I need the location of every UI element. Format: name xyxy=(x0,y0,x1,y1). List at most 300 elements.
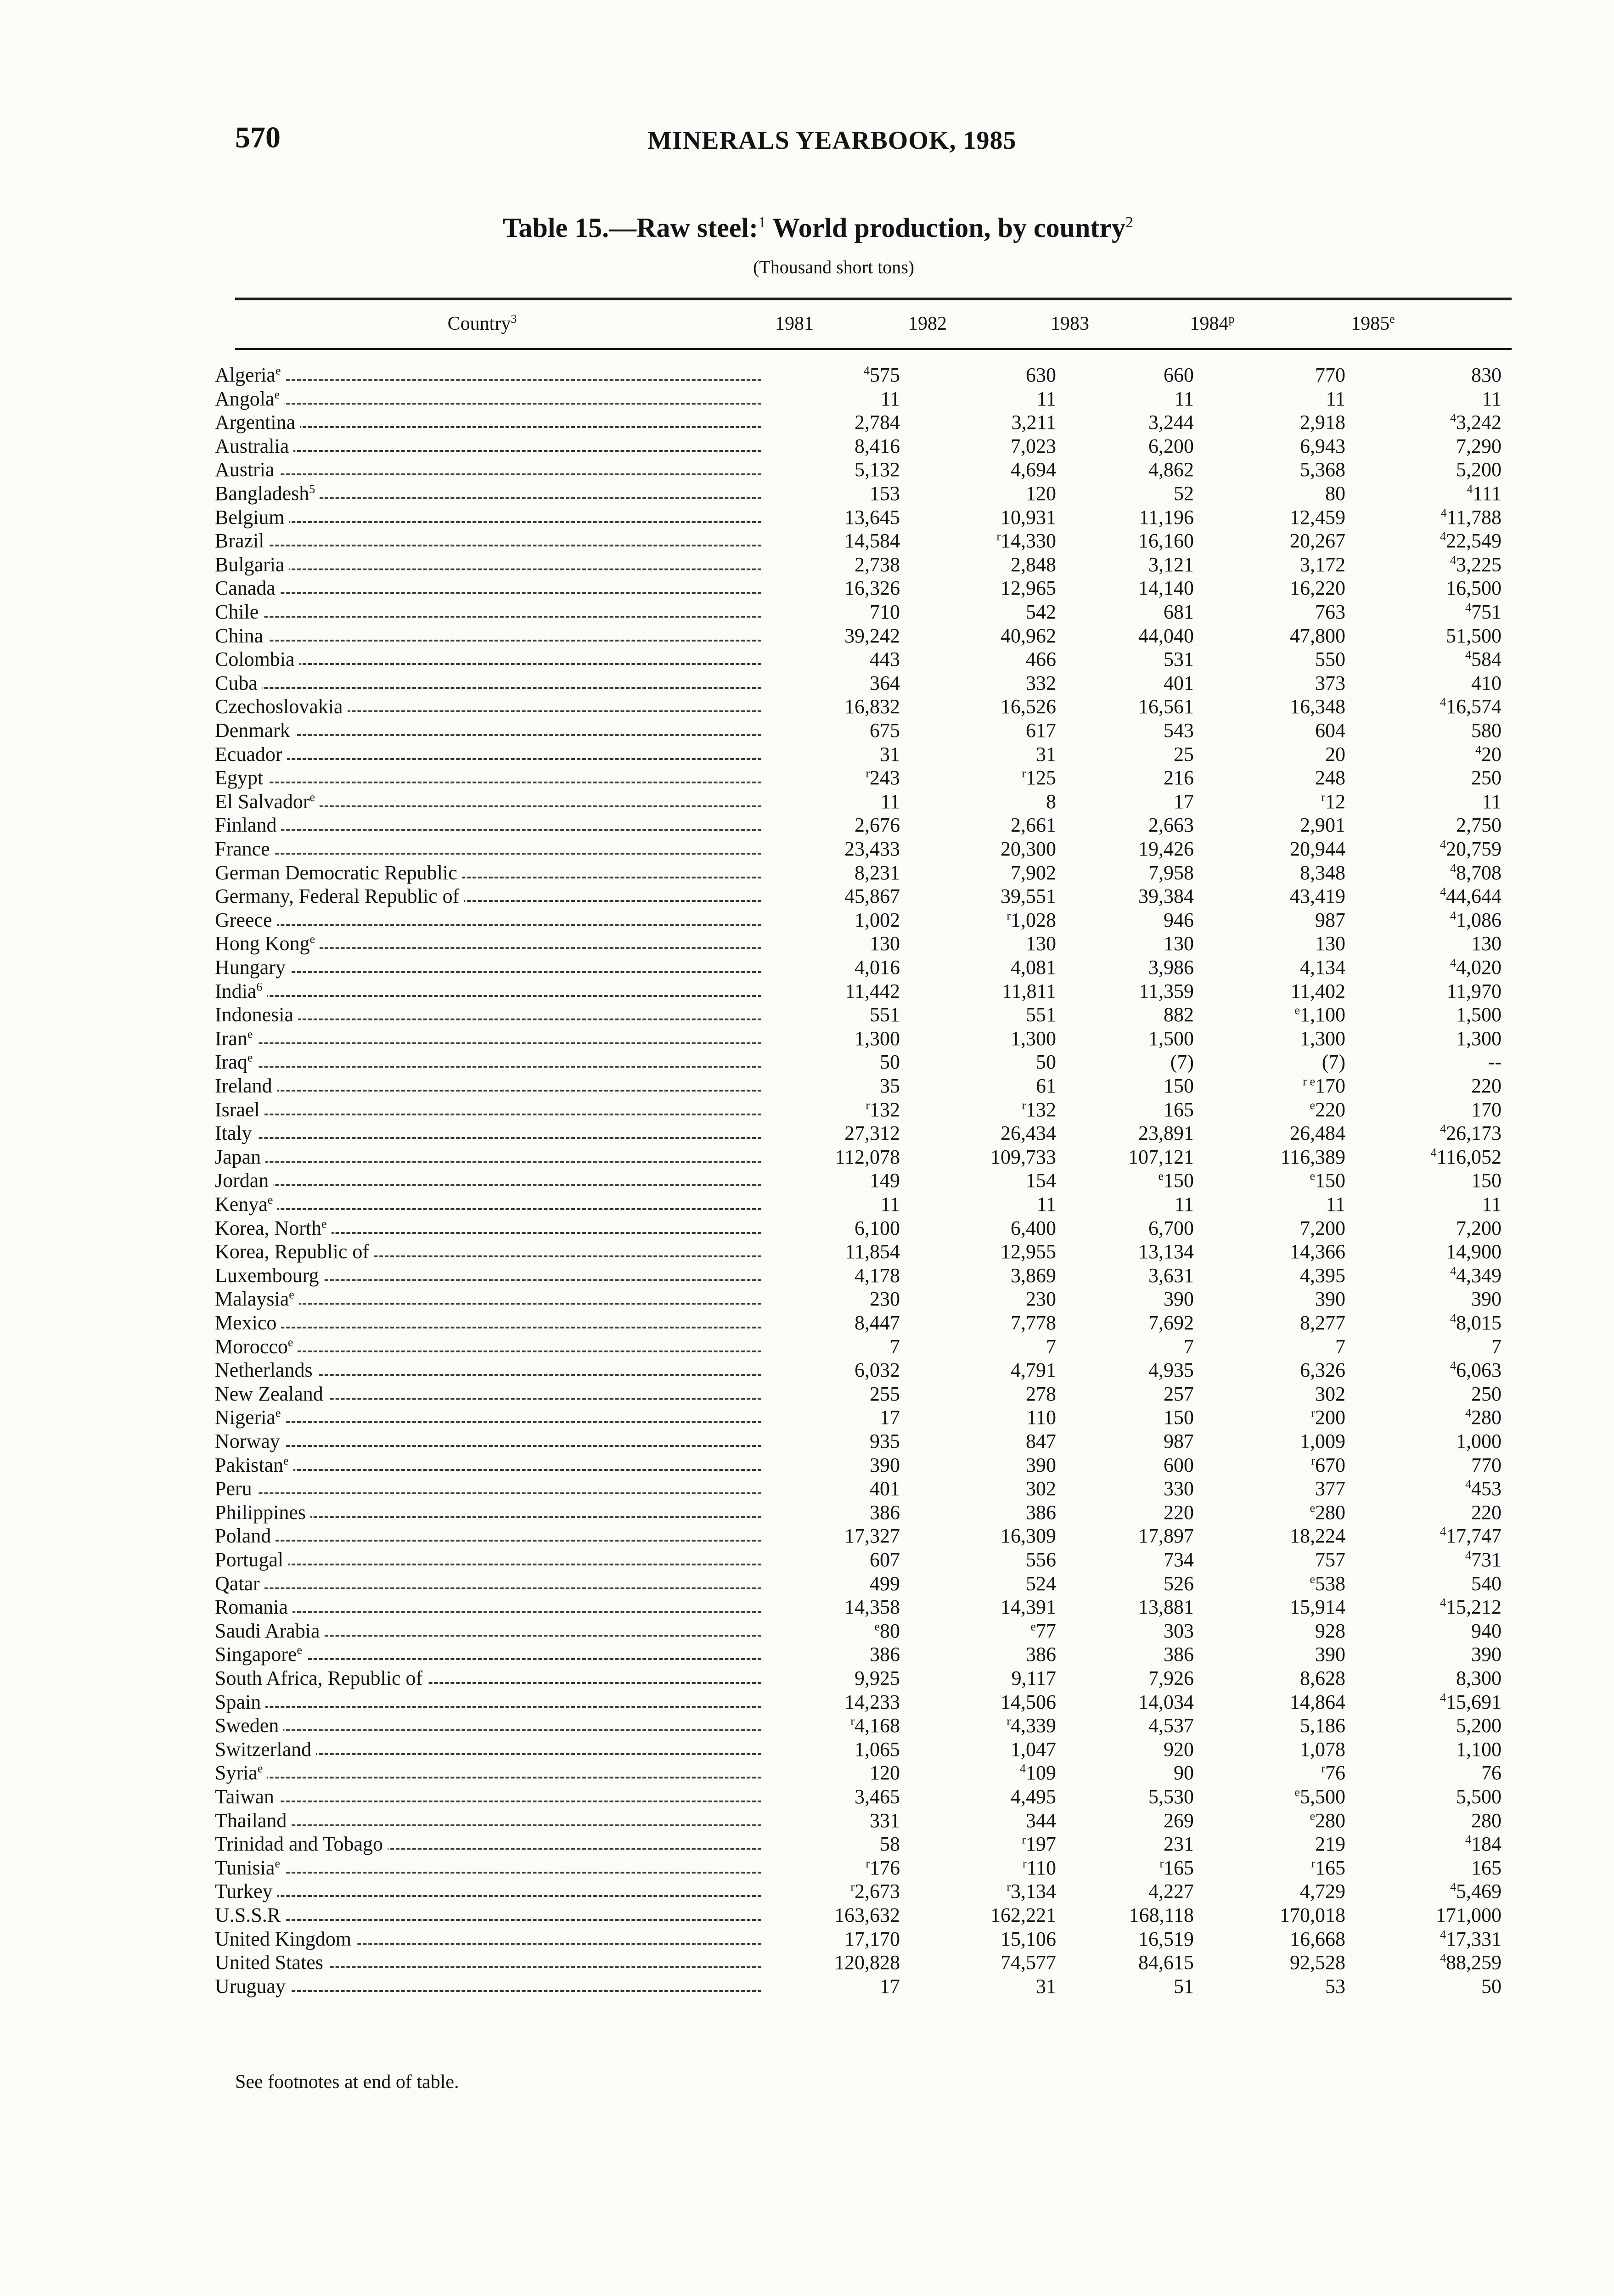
value-number: 600 xyxy=(1164,1454,1194,1476)
value-number: 220 xyxy=(1471,1075,1502,1097)
value-number: 19,426 xyxy=(1138,838,1194,860)
country-name: India xyxy=(215,980,257,1002)
value-cell-1982 xyxy=(937,1879,1056,1903)
value-number: 4,134 xyxy=(1300,956,1345,979)
country-cell xyxy=(215,718,761,743)
value-number: 171,000 xyxy=(1436,1904,1502,1926)
value-cell-1981 xyxy=(781,1856,900,1880)
value-number: 8,277 xyxy=(1300,1311,1345,1334)
value-number: 734 xyxy=(1164,1548,1194,1571)
country-cell xyxy=(215,600,761,624)
value-number: 5,368 xyxy=(1300,458,1345,481)
value-number: 8,015 xyxy=(1456,1311,1502,1334)
value-number: 20,759 xyxy=(1446,838,1502,860)
value-number: 681 xyxy=(1164,601,1194,623)
value-number: 11 xyxy=(880,388,900,410)
value-cell-1983 xyxy=(1074,1026,1194,1051)
value-number: 278 xyxy=(1026,1383,1056,1405)
table-row xyxy=(0,1263,1614,1288)
value-number: 401 xyxy=(1164,672,1194,694)
value-number: 7,692 xyxy=(1148,1311,1194,1334)
value-number: 80 xyxy=(1325,482,1345,505)
value-number: 935 xyxy=(870,1430,900,1452)
table-row xyxy=(0,1287,1614,1311)
value-number: 14,233 xyxy=(844,1691,900,1713)
value-cell-1981 xyxy=(781,1168,900,1193)
country-cell xyxy=(215,1334,761,1359)
value-number: 17 xyxy=(880,1406,900,1429)
value-number: 111 xyxy=(1473,482,1502,505)
value-number: 7,023 xyxy=(1011,435,1056,457)
value-cell-1981 xyxy=(781,861,900,885)
value-number: 269 xyxy=(1164,1809,1194,1832)
value-number: 3,242 xyxy=(1456,411,1502,433)
value-number: 2,848 xyxy=(1011,553,1056,576)
value-cell-1982 xyxy=(937,694,1056,719)
value-number: 74,577 xyxy=(1001,1951,1056,1974)
value-cell-1982 xyxy=(937,1192,1056,1216)
value-cell-1985 xyxy=(1382,434,1502,458)
country-name: Syria xyxy=(215,1761,258,1784)
value-number: 8,416 xyxy=(855,435,900,457)
value-cell-1983 xyxy=(1074,1287,1194,1311)
value-cell-1985 xyxy=(1382,1713,1502,1738)
country-cell xyxy=(215,1239,761,1264)
table-row xyxy=(0,1476,1614,1501)
value-cell-1982 xyxy=(937,1311,1056,1335)
value-footnote: 4 xyxy=(1467,482,1473,496)
value-number: 770 xyxy=(1315,364,1345,386)
table-row xyxy=(0,1619,1614,1643)
country-cell xyxy=(215,576,761,600)
country-name: Bulgaria xyxy=(215,553,285,576)
value-number: 16,832 xyxy=(844,695,900,718)
value-number: 7,958 xyxy=(1148,861,1194,884)
value-cell-1985 xyxy=(1382,1311,1502,1335)
value-cell-1984 xyxy=(1226,789,1345,814)
country-name: Uruguay xyxy=(215,1975,286,1998)
value-cell-1982 xyxy=(937,1524,1056,1548)
value-cell-1981 xyxy=(781,1263,900,1288)
value-number: 170,018 xyxy=(1280,1904,1345,1926)
country-name-wrap xyxy=(215,885,464,907)
country-name: El Salvador xyxy=(215,790,310,813)
value-number: 125 xyxy=(1026,766,1056,789)
value-cell-1983 xyxy=(1074,955,1194,979)
value-number: 11 xyxy=(1036,1193,1056,1216)
value-cell-1985 xyxy=(1382,765,1502,790)
value-number: 1,000 xyxy=(1456,1430,1502,1452)
value-number: 16,220 xyxy=(1290,577,1345,599)
value-number: 132 xyxy=(1026,1098,1056,1121)
value-number: 524 xyxy=(1026,1572,1056,1595)
dot-leader xyxy=(215,1184,761,1186)
country-name: German Democratic Republic xyxy=(215,861,457,884)
value-number: 11,788 xyxy=(1446,506,1502,529)
value-number: 176 xyxy=(870,1857,900,1879)
value-cell-1984 xyxy=(1226,1524,1345,1548)
country-cell xyxy=(215,624,761,648)
value-cell-1982 xyxy=(937,1808,1056,1833)
value-number: 14,366 xyxy=(1290,1240,1345,1263)
country-cell xyxy=(215,1168,761,1193)
value-number: 39,384 xyxy=(1138,885,1194,907)
dot-leader xyxy=(215,545,761,546)
value-cell-1981 xyxy=(781,1500,900,1525)
value-cell-1982 xyxy=(937,1642,1056,1666)
country-cell xyxy=(215,1405,761,1429)
value-footnote: r xyxy=(850,1714,855,1728)
country-name: Finland xyxy=(215,814,277,836)
value-number: 344 xyxy=(1026,1809,1056,1832)
value-cell-1985 xyxy=(1382,1974,1502,1998)
value-number: 16,561 xyxy=(1138,695,1194,718)
dot-leader xyxy=(215,1114,761,1115)
value-cell-1981 xyxy=(781,1216,900,1240)
value-cell-1984 xyxy=(1226,1002,1345,1027)
value-number: 14,584 xyxy=(844,529,900,552)
country-name-wrap xyxy=(215,1975,290,1998)
value-cell-1983 xyxy=(1074,908,1194,932)
value-cell-1982 xyxy=(937,1832,1056,1856)
country-cell xyxy=(215,1263,761,1288)
country-name-wrap xyxy=(215,1904,285,1926)
country-name-wrap xyxy=(215,553,289,576)
value-number: 373 xyxy=(1315,672,1345,694)
value-cell-1985 xyxy=(1382,1405,1502,1429)
value-number: 11,811 xyxy=(1002,980,1056,1002)
value-cell-1981 xyxy=(781,1690,900,1714)
country-cell xyxy=(215,1784,761,1809)
table-row xyxy=(0,908,1614,932)
value-cell-1981 xyxy=(781,1950,900,1975)
country-footnote: e xyxy=(275,1406,281,1420)
value-cell-1983 xyxy=(1074,576,1194,600)
value-cell-1985 xyxy=(1382,576,1502,600)
value-cell-1984 xyxy=(1226,1500,1345,1525)
value-cell-1982 xyxy=(937,1002,1056,1027)
country-name: U.S.S.R xyxy=(215,1904,281,1926)
value-cell-1985 xyxy=(1382,1832,1502,1856)
value-number: 280 xyxy=(1315,1501,1345,1524)
country-name: Czechoslovakia xyxy=(215,695,343,718)
value-cell-1981 xyxy=(781,1382,900,1406)
country-cell xyxy=(215,1192,761,1216)
value-cell-1982 xyxy=(937,884,1056,908)
value-footnote: r xyxy=(1022,1857,1027,1870)
country-footnote: e xyxy=(289,1288,294,1301)
value-number: 4,349 xyxy=(1456,1264,1502,1287)
value-footnote: 4 xyxy=(1465,601,1471,614)
value-number: 302 xyxy=(1026,1477,1056,1500)
value-number: 466 xyxy=(1026,648,1056,670)
country-cell xyxy=(215,647,761,671)
value-cell-1981 xyxy=(781,718,900,743)
value-cell-1981 xyxy=(781,1097,900,1122)
dot-leader xyxy=(215,1066,761,1068)
value-footnote: 4 xyxy=(1450,1264,1456,1278)
value-number: 165 xyxy=(1471,1857,1502,1879)
country-name-wrap xyxy=(215,861,462,884)
value-cell-1984 xyxy=(1226,765,1345,790)
table-row xyxy=(0,1311,1614,1335)
value-number: 1,009 xyxy=(1300,1430,1345,1452)
value-number: 731 xyxy=(1471,1548,1502,1571)
value-cell-1984 xyxy=(1226,1808,1345,1833)
value-number: 7 xyxy=(1184,1335,1194,1358)
value-number: 303 xyxy=(1164,1620,1194,1642)
country-name: Iran xyxy=(215,1027,247,1050)
country-name-wrap xyxy=(215,766,268,789)
value-cell-1982 xyxy=(937,1784,1056,1809)
value-cell-1982 xyxy=(937,1216,1056,1240)
dot-leader xyxy=(215,1801,761,1802)
value-footnote: r xyxy=(1007,1880,1011,1894)
value-cell-1983 xyxy=(1074,552,1194,577)
value-cell-1985 xyxy=(1382,1761,1502,1785)
value-cell-1985 xyxy=(1382,1879,1502,1903)
value-number: 543 xyxy=(1164,719,1194,742)
column-header-label: 1981 xyxy=(775,313,814,334)
value-number: 390 xyxy=(870,1454,900,1476)
table-subtitle: (Thousand short tons) xyxy=(753,257,915,277)
value-number: 584 xyxy=(1471,648,1502,670)
value-cell-1984 xyxy=(1226,1927,1345,1951)
value-footnote: 4 xyxy=(1020,1761,1026,1775)
table-row xyxy=(0,1808,1614,1833)
value-cell-1985 xyxy=(1382,1074,1502,1098)
dot-leader xyxy=(215,403,761,405)
country-footnote: e xyxy=(309,932,315,946)
value-cell-1985 xyxy=(1382,694,1502,719)
value-cell-1982 xyxy=(937,1382,1056,1406)
value-cell-1982 xyxy=(937,742,1056,766)
value-cell-1982 xyxy=(937,1334,1056,1359)
dot-leader xyxy=(215,782,761,783)
dot-leader xyxy=(215,758,761,760)
value-cell-1982 xyxy=(937,552,1056,577)
table-row xyxy=(0,1192,1614,1216)
value-number: 45,867 xyxy=(844,885,900,907)
value-number: 243 xyxy=(870,766,900,789)
value-cell-1983 xyxy=(1074,765,1194,790)
value-cell-1985 xyxy=(1382,1239,1502,1264)
value-number: 15,914 xyxy=(1290,1596,1345,1618)
value-cell-1983 xyxy=(1074,1216,1194,1240)
value-cell-1983 xyxy=(1074,1808,1194,1833)
country-name: Spain xyxy=(215,1691,261,1713)
value-cell-1981 xyxy=(781,1239,900,1264)
value-number: 2,738 xyxy=(855,553,900,576)
dot-leader xyxy=(215,1540,761,1542)
country-cell xyxy=(215,1311,761,1335)
country-cell xyxy=(215,457,761,482)
country-cell xyxy=(215,955,761,979)
value-number: 2,663 xyxy=(1148,814,1194,836)
value-cell-1983 xyxy=(1074,1856,1194,1880)
value-cell-1982 xyxy=(937,481,1056,506)
country-cell xyxy=(215,813,761,837)
value-number: 920 xyxy=(1164,1738,1194,1761)
value-cell-1982 xyxy=(937,1050,1056,1074)
value-number: 4,168 xyxy=(855,1714,900,1737)
value-cell-1981 xyxy=(781,1761,900,1785)
country-name: Peru xyxy=(215,1477,252,1500)
value-cell-1985 xyxy=(1382,1097,1502,1122)
value-number: 11,854 xyxy=(845,1240,900,1263)
country-name: Jordan xyxy=(215,1169,269,1192)
country-cell xyxy=(215,1145,761,1169)
value-cell-1983 xyxy=(1074,742,1194,766)
table-row xyxy=(0,884,1614,908)
value-number: 280 xyxy=(1471,1809,1502,1832)
table-row xyxy=(0,600,1614,624)
value-number: 2,676 xyxy=(855,814,900,836)
column-header-label: 1985 xyxy=(1351,313,1390,334)
country-footnote: 5 xyxy=(309,482,315,496)
table-title-text: Table 15.—Raw steel: xyxy=(503,213,759,243)
value-cell-1984 xyxy=(1226,647,1345,671)
value-number: 20 xyxy=(1325,743,1345,765)
value-number: 987 xyxy=(1164,1430,1194,1452)
value-number: 5,530 xyxy=(1148,1785,1194,1808)
value-footnote: 4 xyxy=(1450,411,1456,425)
value-number: 7 xyxy=(1491,1335,1502,1358)
value-number: 1,300 xyxy=(855,1027,900,1050)
value-cell-1981 xyxy=(781,765,900,790)
value-cell-1983 xyxy=(1074,1619,1194,1643)
country-name-wrap xyxy=(215,601,263,623)
value-footnote: r xyxy=(1321,790,1325,804)
value-number: 390 xyxy=(1315,1288,1345,1310)
running-head: MINERALS YEARBOOK, 1985 xyxy=(647,126,1017,155)
value-number: 50 xyxy=(1036,1051,1056,1073)
value-cell-1981 xyxy=(781,884,900,908)
value-number: 6,200 xyxy=(1148,435,1194,457)
value-number: 61 xyxy=(1036,1075,1056,1097)
dot-leader xyxy=(215,1990,761,1992)
country-name-wrap xyxy=(215,1880,277,1902)
value-cell-1982 xyxy=(937,434,1056,458)
country-name-wrap xyxy=(215,1761,267,1784)
value-number: 51,500 xyxy=(1446,625,1502,647)
value-number: 5,200 xyxy=(1456,1714,1502,1737)
country-name: Luxembourg xyxy=(215,1264,319,1287)
value-footnote: 4 xyxy=(1450,1359,1456,1373)
value-cell-1982 xyxy=(937,1097,1056,1122)
value-cell-1985 xyxy=(1382,1358,1502,1382)
value-number: 4,081 xyxy=(1011,956,1056,979)
value-number: 14,506 xyxy=(1001,1691,1056,1713)
value-cell-1981 xyxy=(781,1311,900,1335)
value-cell-1982 xyxy=(937,955,1056,979)
country-name: New Zealand xyxy=(215,1383,323,1405)
value-cell-1985 xyxy=(1382,1548,1502,1572)
value-number: 4,395 xyxy=(1300,1264,1345,1287)
dot-leader xyxy=(215,1492,761,1494)
value-number: 220 xyxy=(1315,1098,1345,1121)
country-name: Nigeria xyxy=(215,1406,276,1429)
table-row xyxy=(0,576,1614,600)
value-number: 31 xyxy=(880,743,900,765)
dot-leader xyxy=(215,1421,761,1423)
value-cell-1985 xyxy=(1382,600,1502,624)
value-cell-1981 xyxy=(781,1784,900,1809)
column-header-1985 xyxy=(1304,312,1442,335)
country-name-wrap xyxy=(215,1501,310,1524)
value-cell-1985 xyxy=(1382,1121,1502,1145)
country-name-wrap xyxy=(215,1359,317,1381)
value-cell-1981 xyxy=(781,1595,900,1619)
value-footnote: r xyxy=(1321,1761,1325,1775)
value-number: 17,897 xyxy=(1138,1525,1194,1547)
dot-leader xyxy=(215,473,761,475)
value-cell-1985 xyxy=(1382,1476,1502,1501)
value-number: 26,173 xyxy=(1446,1122,1502,1144)
value-cell-1985 xyxy=(1382,1737,1502,1761)
value-cell-1985 xyxy=(1382,861,1502,885)
value-number: 27,312 xyxy=(844,1122,900,1144)
country-name: Sweden xyxy=(215,1714,279,1737)
table-row xyxy=(0,789,1614,814)
value-number: 5,186 xyxy=(1300,1714,1345,1737)
table-row xyxy=(0,505,1614,529)
value-number: 6,700 xyxy=(1148,1217,1194,1239)
value-number: 538 xyxy=(1315,1572,1345,1595)
value-number: 660 xyxy=(1164,364,1194,386)
dot-leader xyxy=(215,1824,761,1826)
value-number: 542 xyxy=(1026,601,1056,623)
value-cell-1982 xyxy=(937,1548,1056,1572)
country-name: Tunisia xyxy=(215,1857,275,1879)
value-number: 11 xyxy=(1326,388,1345,410)
country-name-wrap xyxy=(215,1264,324,1287)
country-name-wrap xyxy=(215,1572,264,1595)
value-number: 2,918 xyxy=(1300,411,1345,433)
value-footnote: 4 xyxy=(1465,1406,1471,1420)
value-number: 11 xyxy=(880,790,900,813)
dot-leader xyxy=(215,734,761,736)
value-cell-1983 xyxy=(1074,837,1194,861)
value-number: 1,100 xyxy=(1456,1738,1502,1761)
value-cell-1983 xyxy=(1074,979,1194,1003)
value-number: 90 xyxy=(1174,1761,1194,1784)
value-cell-1981 xyxy=(781,979,900,1003)
country-name-wrap xyxy=(215,411,300,433)
table-row xyxy=(0,861,1614,885)
value-cell-1983 xyxy=(1074,1476,1194,1501)
table-row xyxy=(0,481,1614,506)
value-cell-1984 xyxy=(1226,552,1345,577)
value-number: 3,986 xyxy=(1148,956,1194,979)
value-cell-1982 xyxy=(937,1453,1056,1477)
value-number: 39,242 xyxy=(844,625,900,647)
country-name-wrap xyxy=(215,814,281,836)
value-cell-1985 xyxy=(1382,931,1502,956)
value-cell-1981 xyxy=(781,1832,900,1856)
value-cell-1981 xyxy=(781,1974,900,1998)
value-cell-1981 xyxy=(781,1405,900,1429)
country-name: Romania xyxy=(215,1596,288,1618)
country-name: Mexico xyxy=(215,1311,277,1334)
table-row xyxy=(0,387,1614,411)
value-number: 987 xyxy=(1315,909,1345,931)
country-name: Korea, North xyxy=(215,1217,322,1239)
value-cell-1983 xyxy=(1074,457,1194,482)
value-number: 53 xyxy=(1325,1975,1345,1998)
table-row xyxy=(0,1216,1614,1240)
value-cell-1984 xyxy=(1226,837,1345,861)
